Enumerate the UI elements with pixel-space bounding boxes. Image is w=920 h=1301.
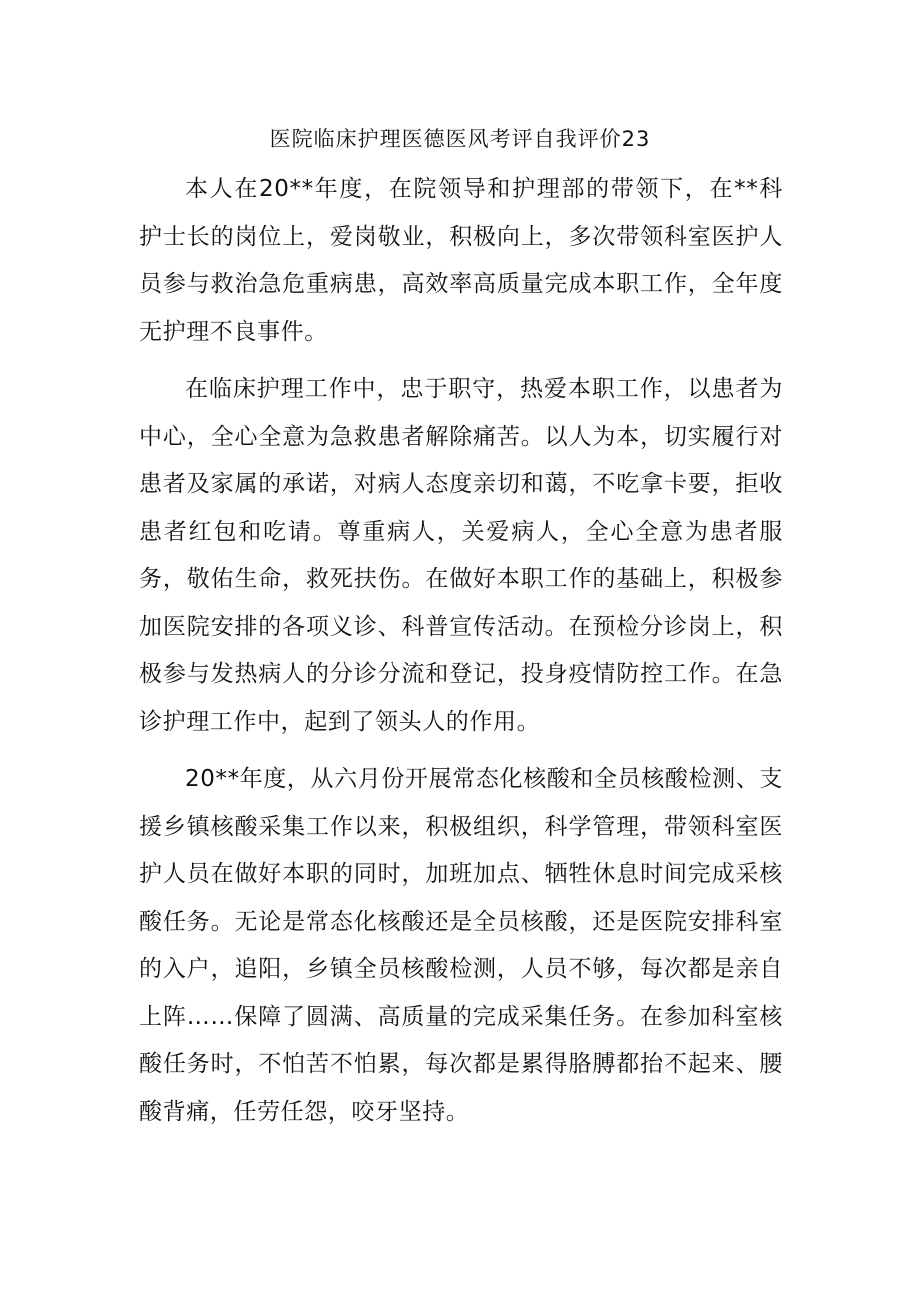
paragraph-3: 20**年度，从六月份开展常态化核酸和全员核酸检测、支援乡镇核酸采集工作以来，积极组织，科学管理，带领科室医护人员在做好本职的同时，加班加点、牺牲休息时间完成采核酸任务。无论是常态化核酸还是全员核酸，还是医院安排科室的入户，追阳，乡镇全员核酸检测，人员不够，每次都是亲自上阵……保障了圆满、高质量的完成采集任务。在参加科室核酸任务时，不怕苦不怕累，每次都是累得胳膊都抬不起来、腰酸背痛，任劳任怨，咬牙坚持。 [139, 766, 783, 1125]
document-body [139, 166, 783, 1146]
paragraph-2: 在临床护理工作中，忠于职守，热爱本职工作，以患者为中心，全心全意为急救患者解除痛苦。以人为本，切实履行对患者及家属的承诺，对病人态度亲切和蔼，不吃拿卡要，拒收患者红包和吃请。尊重病人，关爱病人，全心全意为患者服务，敬佑生命，救死扶伤。在做好本职工作的基础上，积极参加医院安排的各项义诊、科普宣传活动。在预检分诊岗上，积极参与发热病人的分诊分流和登记，投身疫情防控工作。在急诊护理工作中，起到了领头人的作用。 [139, 376, 783, 735]
paragraph-1: 本人在20**年度，在院领导和护理部的带领下，在**科护士长的岗位上，爱岗敬业，积极向上，多次带领科室医护人员参与救治急危重病患，高效率高质量完成本职工作，全年度无护理不良事件。 [139, 176, 783, 345]
document-title: 医院临床护理医德医风考评自我评价23 [269, 127, 651, 151]
